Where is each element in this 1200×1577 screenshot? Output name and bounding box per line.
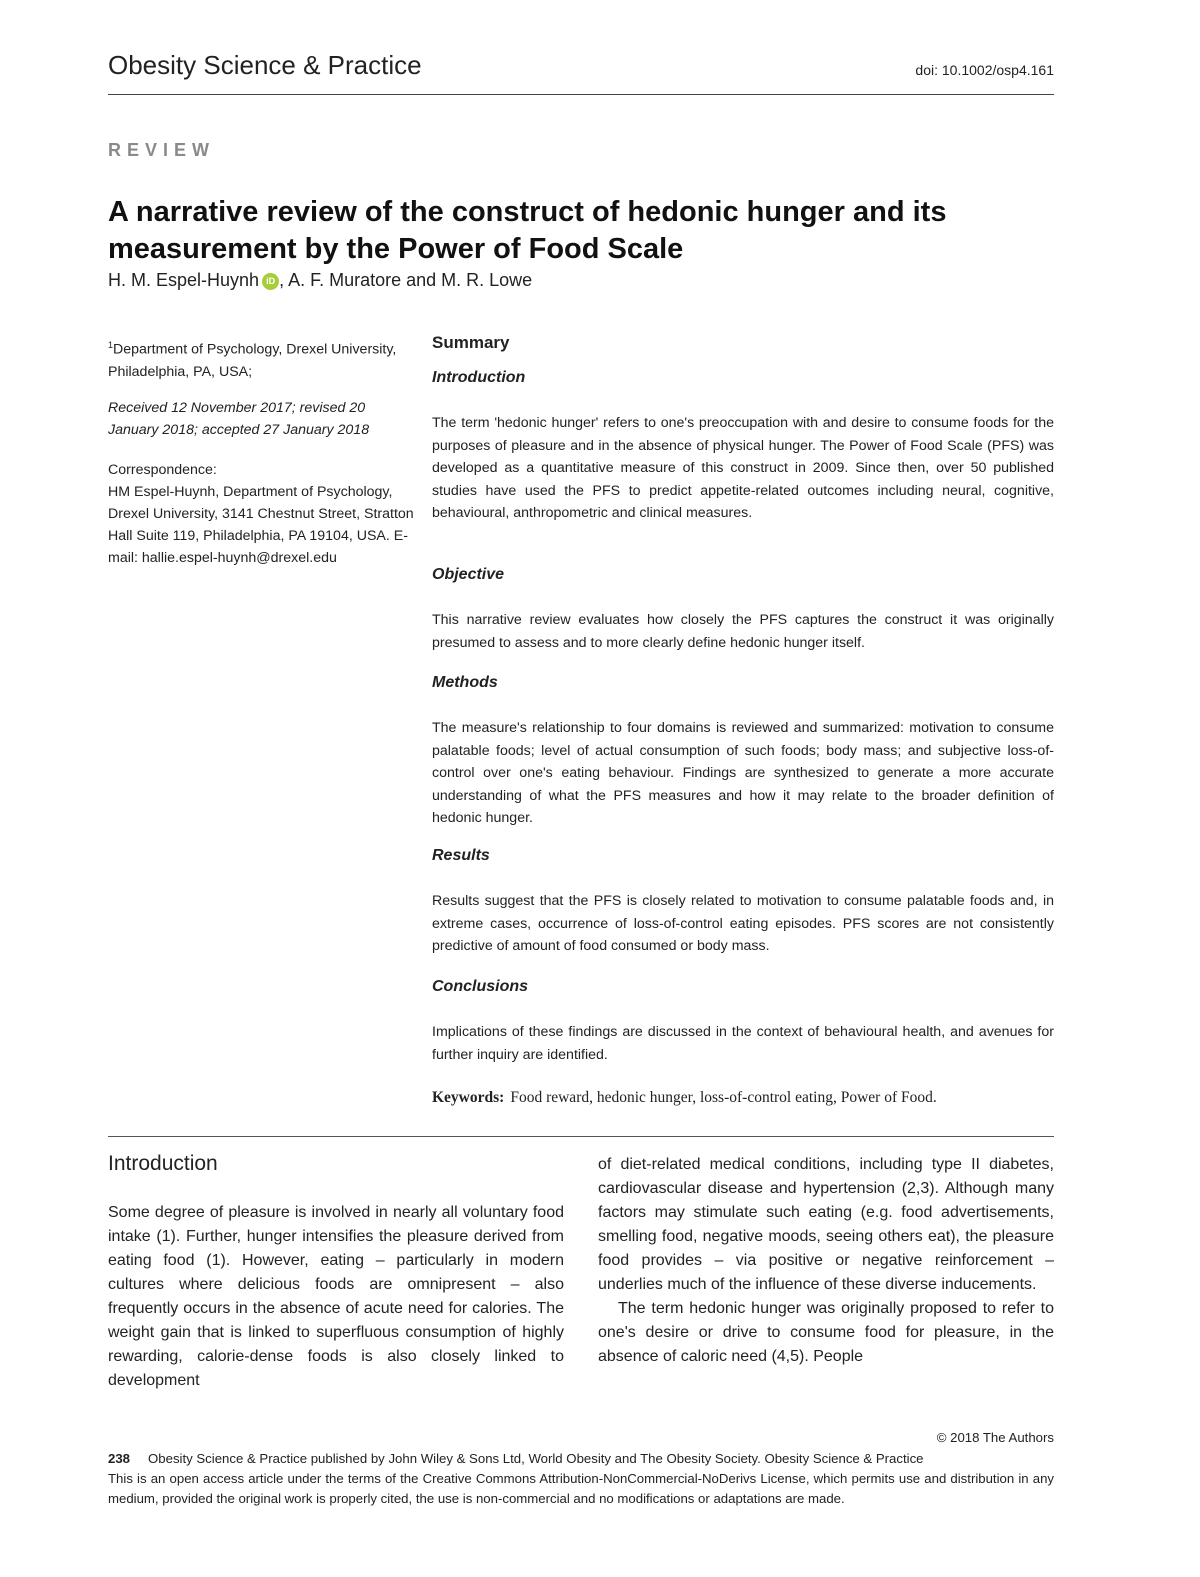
correspondence-label: Correspondence: <box>108 462 217 478</box>
affiliation <box>108 334 418 383</box>
summary-divider <box>108 1136 1054 1137</box>
publisher-line <box>108 1449 1054 1469</box>
introduction-heading: Introduction <box>108 1152 218 1175</box>
body-paragraph: of diet-related medical conditions, including type II diabetes, cardiovascular disease and hypertension (2,3). Although many factors may stimulate such eating (e.g. food advertisements, smelling food, negative moods, seeing others eat), the pleasure food provides – via positive or negative reinforcement – underlies much of the influence of these diverse inducements. <box>598 1156 1054 1293</box>
summary-introduction-text: The term 'hedonic hunger' refers to one's preoccupation with and desire to consume foods for the purposes of pleasure and in the absence of physical hunger. The Power of Food Scale (PFS) was developed as a quantitative measure of this construct in 2009. Since then, over 50 published studies have used the PFS to predict appetite-related outcomes including neural, cognitive, behavioural, anthropometric and clinical measures. <box>432 415 1054 521</box>
keywords-label: Keywords: <box>432 1089 505 1106</box>
page-number: 238 <box>108 1451 131 1466</box>
doi-link[interactable]: doi: 10.1002/osp4.161 <box>915 62 1054 78</box>
summary-introduction-heading: Introduction <box>432 369 526 386</box>
summary-objective-text: This narrative review evaluates how closely the PFS captures the construct it was originally presumed to assess and to more clearly define hedonic hunger itself. <box>432 612 1054 651</box>
summary-conclusions-text: Implications of these findings are discussed in the context of behavioural health, and avenues for further inquiry are identified. <box>432 1024 1054 1063</box>
correspondence <box>108 459 418 569</box>
summary-heading: Summary <box>432 333 510 352</box>
article-history: Received 12 November 2017; revised 20 January 2018; accepted 27 January 2018 <box>108 400 370 438</box>
body-left-column <box>108 1201 564 1393</box>
license-text[interactable]: This is an open access article under the terms of the Creative Commons Attribution-NonCommercial-NoDerivs License, which permits use and distribution in any medium, provided the original work is properly cited, the use is non-commercial and no modifications or adaptations are made. <box>108 1471 1054 1506</box>
copyright: © 2018 The Authors <box>936 1430 1054 1445</box>
summary-results-heading: Results <box>432 847 490 864</box>
body-right-column <box>598 1153 1054 1369</box>
affiliation-text: Department of Psychology, Drexel University, Philadelphia, PA, USA; <box>108 341 397 380</box>
summary-results-text: Results suggest that the PFS is closely related to motivation to consume palatable foods and, in extreme cases, occurrence of loss-of-control eating episodes. PFS scores are not consistently predictive of amount of food consumed or body mass. <box>432 893 1054 954</box>
summary-conclusions-heading: Conclusions <box>432 978 529 995</box>
body-paragraph: Some degree of pleasure is involved in nearly all voluntary food intake (1). Further, hunger intensifies the pleasure derived from eating food (1). However, eating – particularly in modern cultures where delicious foods are omnipresent – also frequently occurs in the absence of acute need for calories. The weight gain that is linked to superfluous consumption of highly rewarding, calorie-dense foods is also closely linked to development <box>108 1204 564 1389</box>
article-title: A narrative review of the construct of hedonic hunger and its measurement by the Power of Food Scale <box>108 196 947 265</box>
summary-objective-heading: Objective <box>432 566 505 583</box>
first-author[interactable]: H. M. Espel-Huynh <box>108 270 260 290</box>
orcid-icon[interactable]: iD <box>262 273 279 290</box>
summary-methods-heading: Methods <box>432 674 498 691</box>
keywords-list: Food reward, hedonic hunger, loss-of-control eating, Power of Food. <box>510 1089 937 1106</box>
journal-title: Obesity Science & Practice <box>108 50 422 80</box>
publisher-text: Obesity Science & Practice published by John Wiley & Sons Ltd, World Obesity and The Obesity Society. Obesity Science & Practice <box>148 1451 924 1466</box>
article-type: REVIEW <box>108 140 216 160</box>
header-divider <box>108 94 1054 95</box>
correspondence-text: HM Espel-Huynh, Department of Psychology, Drexel University, 3141 Chestnut Street, Stratton Hall Suite 119, Philadelphia, PA 19104, USA. E-mail: hallie.espel-huynh@drexel.edu <box>108 484 414 566</box>
affiliation-marker: 1 <box>108 340 114 350</box>
keywords <box>432 1089 937 1107</box>
body-paragraph: The term hedonic hunger was originally proposed to refer to one's desire or drive to consume food for pleasure, in the absence of caloric need (4,5). People <box>598 1300 1054 1365</box>
summary-methods-text: The measure's relationship to four domains is reviewed and summarized: motivation to consume palatable foods; level of actual consumption of such foods; body mass; and subjective loss-of-control over one's eating behaviour. Findings are synthesized to generate a more accurate understanding of what the PFS measures and how it may relate to the broader definition of hedonic hunger. <box>432 720 1054 826</box>
other-authors: , A. F. Muratore and M. R. Lowe <box>279 270 533 290</box>
author-list <box>108 270 532 291</box>
